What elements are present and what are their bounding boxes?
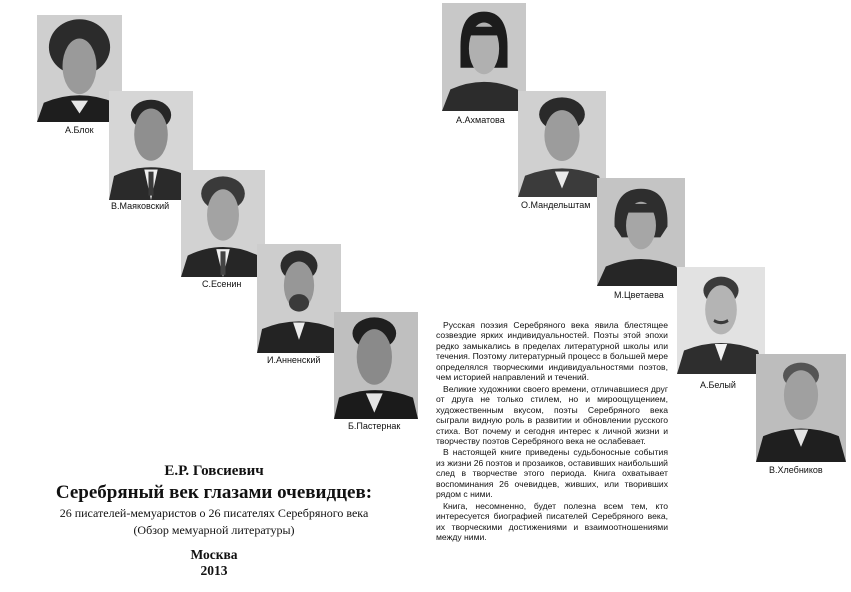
portrait-akhmatova	[442, 3, 526, 111]
caption-khlebnikov: В.Хлебников	[769, 465, 823, 475]
book-author: Е.Р. Говсиевич	[164, 463, 264, 479]
portrait-esenin-image	[181, 170, 265, 277]
caption-bely: А.Белый	[700, 380, 736, 390]
portrait-khlebnikov	[756, 354, 846, 462]
portrait-annensky	[257, 244, 341, 353]
intro-paragraph-1: Русская поэзия Серебряного века явила блестящее созвездие ярких индивидуальностей. Поэты этой эпохи редко замыкались в пределах литературной школы или течения. Поэтому литературный процесс в большей мере определялся творческими индивидуальностями поэтов, чем историей направлений и течений.	[436, 320, 668, 383]
caption-esenin: С.Есенин	[202, 279, 242, 289]
caption-akhmatova: А.Ахматова	[456, 115, 505, 125]
intro-paragraph-4: Книга, несомненно, будет полезна всем тем, кто интересуется биографией писателей Серебряного века, их творческими достижениями и взаимоотношениями между ними.	[436, 500, 668, 543]
portrait-bely-image	[677, 267, 765, 374]
portrait-tsvetaeva	[597, 178, 685, 286]
caption-tsvetaeva: М.Цветаева	[614, 290, 664, 300]
book-title: Серебряный век глазами очевидцев:	[55, 482, 373, 503]
portrait-pasternak	[334, 312, 418, 419]
portrait-pasternak-image	[334, 312, 418, 419]
book-subtitle: 26 писателей-мемуаристов о 26 писателях Серебряного века	[59, 506, 369, 520]
caption-annensky: И.Анненский	[267, 355, 321, 365]
intro-paragraph-2: Великие художники своего времени, отличавшиеся друг от друга не только стилем, но и мироощущением, художественным вкусом, поэты Серебряного века сыграли видную роль в развитии и обновлении русского стиха. Вот почему и сегодня интерес к личной жизни и творчеству поэтов Серебряного века не ослабевает.	[436, 383, 668, 446]
caption-mayakovsky: В.Маяковский	[111, 201, 170, 211]
portrait-akhmatova-image	[442, 3, 526, 111]
title-block	[14, 462, 414, 579]
portrait-khlebnikov-image	[756, 354, 846, 462]
intro-text	[436, 320, 668, 544]
caption-blok: А.Блок	[65, 125, 94, 135]
portrait-mandelstam-image	[518, 91, 606, 197]
intro-paragraph-3: В настоящей книге приведены судьбоносные события из жизни 26 поэтов и прозаиков, оставивших наибольший след в творчестве этого периода. Книга охватывает воспоминания 26 очевидцев, живших, или творивших рядом с ними.	[436, 447, 668, 500]
portrait-bely	[677, 267, 765, 374]
portrait-annensky-image	[257, 244, 341, 353]
portrait-mandelstam	[518, 91, 606, 197]
publication-year: 2013	[200, 563, 228, 578]
caption-mandelstam: О.Мандельштам	[521, 200, 591, 210]
caption-pasternak: Б.Пастернак	[348, 421, 401, 431]
book-subtitle-note: (Обзор мемуарной литературы)	[133, 523, 295, 537]
portrait-tsvetaeva-image	[597, 178, 685, 286]
publication-city: Москва	[190, 547, 238, 562]
portrait-esenin	[181, 170, 265, 277]
